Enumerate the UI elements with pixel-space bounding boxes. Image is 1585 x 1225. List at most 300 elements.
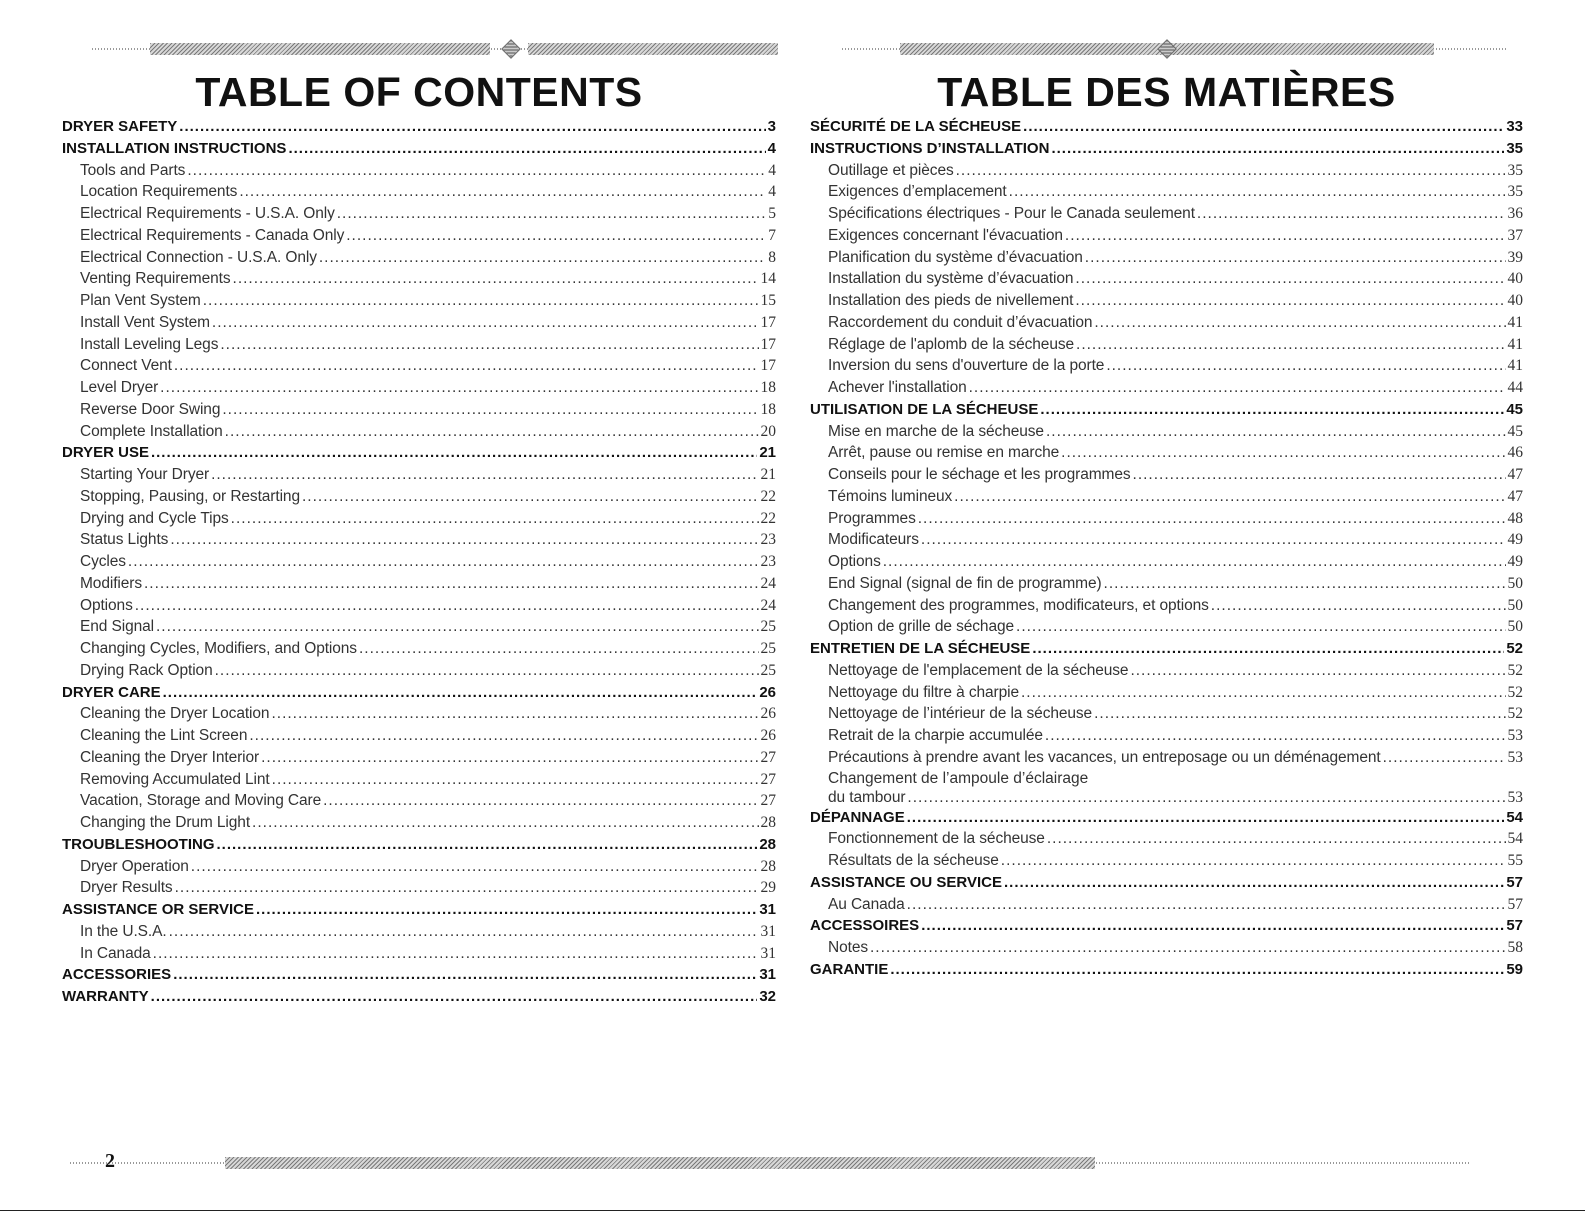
toc-entry-label: Tools and Parts bbox=[80, 161, 186, 179]
toc-entry-label: Install Leveling Legs bbox=[80, 335, 219, 353]
dot-leader bbox=[239, 181, 766, 203]
dot-leader bbox=[156, 616, 759, 638]
dot-leader bbox=[151, 986, 758, 1008]
dot-leader bbox=[169, 921, 759, 943]
dot-leader bbox=[1383, 747, 1506, 769]
dot-leader bbox=[174, 355, 759, 377]
dot-leader bbox=[907, 894, 1506, 916]
dot-leader bbox=[252, 812, 758, 834]
dot-leader bbox=[1009, 181, 1506, 203]
toc-section-entry[interactable] bbox=[62, 964, 776, 986]
toc-section-entry[interactable] bbox=[62, 899, 776, 921]
dot-leader bbox=[191, 856, 759, 878]
dot-leader bbox=[1133, 464, 1506, 486]
toc-page-number: 25 bbox=[760, 661, 776, 679]
toc-entry-label: Arrêt, pause ou remise en marche bbox=[828, 444, 1060, 462]
footer-ornament bbox=[70, 1156, 1470, 1170]
toc-page-number: 50 bbox=[1507, 618, 1523, 636]
dot-leader bbox=[1211, 595, 1506, 617]
dot-leader bbox=[222, 399, 758, 421]
toc-subentry[interactable] bbox=[62, 290, 776, 312]
toc-subentry[interactable] bbox=[62, 551, 776, 573]
toc-page-number: 14 bbox=[760, 270, 776, 288]
toc-entry-label: Exigences d’emplacement bbox=[828, 183, 1007, 201]
toc-subentry[interactable] bbox=[810, 747, 1523, 769]
dot-leader bbox=[1016, 616, 1505, 638]
toc-subentry[interactable] bbox=[810, 421, 1523, 443]
toc-entry-label: Status Lights bbox=[80, 531, 169, 549]
toc-english bbox=[62, 68, 776, 1008]
toc-entry-label: Fonctionnement de la sécheuse bbox=[828, 830, 1045, 848]
dot-leader bbox=[1076, 334, 1505, 356]
toc-page-number: 8 bbox=[768, 248, 776, 266]
toc-entry-label: Drying Rack Option bbox=[80, 661, 213, 679]
toc-entry-label: Connect Vent bbox=[80, 357, 172, 375]
toc-page-number: 3 bbox=[767, 118, 776, 135]
toc-section-entry[interactable] bbox=[810, 399, 1523, 421]
toc-page-number: 28 bbox=[760, 814, 776, 831]
toc-page-number: 41 bbox=[1507, 313, 1523, 331]
toc-entry-label: Cycles bbox=[80, 553, 126, 570]
dot-leader bbox=[135, 595, 759, 617]
dot-leader bbox=[231, 508, 759, 530]
dot-leader bbox=[921, 915, 1504, 937]
toc-page-number: 33 bbox=[1506, 118, 1523, 135]
toc-entry-label: Nettoyage du filtre à charpie bbox=[828, 683, 1019, 701]
toc-page-number: 28 bbox=[760, 857, 776, 875]
toc-page-number: 21 bbox=[759, 444, 776, 462]
dot-leader bbox=[969, 377, 1506, 399]
toc-section-entry[interactable] bbox=[62, 834, 776, 856]
toc-subentry[interactable] bbox=[62, 790, 776, 812]
dot-leader bbox=[128, 551, 759, 573]
toc-page-number: 4 bbox=[768, 183, 776, 201]
toc-subentry[interactable] bbox=[810, 225, 1523, 247]
toc-entry-label: WARRANTY bbox=[62, 988, 149, 1005]
dot-leader bbox=[249, 725, 758, 747]
toc-subentry[interactable] bbox=[62, 203, 776, 225]
toc-entry-label: Complete Installation bbox=[80, 422, 223, 440]
toc-subentry[interactable] bbox=[810, 377, 1523, 399]
toc-page-number: 24 bbox=[760, 596, 776, 614]
dot-leader bbox=[1040, 399, 1504, 421]
toc-page-number: 53 bbox=[1507, 788, 1523, 806]
toc-subentry[interactable] bbox=[62, 529, 776, 551]
toc-entry-label: Level Dryer bbox=[80, 379, 159, 396]
dot-leader bbox=[1051, 138, 1504, 160]
dot-leader bbox=[1004, 872, 1504, 894]
dot-leader bbox=[1065, 225, 1506, 247]
dot-leader bbox=[271, 703, 758, 725]
page-title-english: TABLE OF CONTENTS bbox=[195, 69, 643, 115]
toc-subentry[interactable] bbox=[62, 595, 776, 617]
toc-page-number: 17 bbox=[760, 313, 776, 331]
toc-subentry[interactable] bbox=[62, 421, 776, 443]
toc-subentry[interactable] bbox=[62, 334, 776, 356]
dot-leader bbox=[337, 203, 767, 225]
toc-entry-label: Cleaning the Dryer Interior bbox=[80, 748, 260, 766]
toc-subentry[interactable] bbox=[62, 464, 776, 486]
toc-entry-label: ASSISTANCE OU SERVICE bbox=[810, 873, 1002, 891]
toc-page-number: 52 bbox=[1506, 640, 1523, 657]
toc-subentry[interactable] bbox=[62, 921, 776, 943]
toc-entry-label: Install Vent System bbox=[80, 313, 210, 331]
toc-page-number: 31 bbox=[760, 944, 776, 962]
toc-page-number: 36 bbox=[1507, 205, 1523, 222]
toc-entry-label: Modifiers bbox=[80, 574, 142, 592]
dot-leader bbox=[346, 225, 766, 247]
toc-entry-label: Electrical Requirements - Canada Only bbox=[80, 226, 345, 244]
toc-subentry[interactable] bbox=[62, 703, 776, 725]
toc-subentry[interactable] bbox=[62, 616, 776, 638]
toc-entry-label: Mise en marche de la sécheuse bbox=[828, 422, 1044, 440]
toc-page-number: 57 bbox=[1506, 917, 1523, 935]
toc-entry-label: Modificateurs bbox=[828, 531, 919, 549]
dot-leader bbox=[956, 160, 1506, 182]
toc-page-number: 4 bbox=[767, 139, 776, 157]
toc-entry-label: In the U.S.A. bbox=[80, 922, 167, 940]
dot-leader bbox=[1023, 116, 1504, 138]
toc-entry-label: Options bbox=[80, 596, 133, 614]
toc-entry-label: Nettoyage de l'emplacement de la sécheuse bbox=[828, 661, 1129, 679]
toc-page-number: 32 bbox=[759, 988, 776, 1005]
toc-page-number: 53 bbox=[1507, 727, 1523, 744]
toc-entry-label: Electrical Connection - U.S.A. Only bbox=[80, 248, 317, 266]
toc-subentry[interactable] bbox=[62, 660, 776, 682]
dot-leader bbox=[1001, 850, 1506, 872]
dot-leader bbox=[261, 747, 758, 769]
toc-subentry[interactable] bbox=[62, 247, 776, 269]
toc-page-number: 52 bbox=[1507, 683, 1523, 701]
toc-subentry[interactable] bbox=[810, 508, 1523, 530]
toc-entry-label: Option de grille de séchage bbox=[828, 618, 1015, 636]
dot-leader bbox=[153, 943, 759, 965]
toc-subentry[interactable] bbox=[62, 225, 776, 247]
toc-page-number: 49 bbox=[1507, 553, 1523, 570]
toc-page-number: 4 bbox=[768, 161, 776, 179]
toc-subentry[interactable] bbox=[62, 355, 776, 377]
dot-leader bbox=[144, 573, 759, 595]
toc-page-number: 25 bbox=[760, 640, 776, 657]
toc-section-entry[interactable] bbox=[62, 116, 776, 138]
dot-leader bbox=[907, 788, 1505, 807]
toc-entry-label: UTILISATION DE LA SÉCHEUSE bbox=[810, 400, 1039, 418]
toc-subentry[interactable] bbox=[62, 377, 776, 399]
toc-page-number: 47 bbox=[1507, 487, 1523, 505]
toc-entry-label: Installation des pieds de nivellement bbox=[828, 292, 1074, 309]
toc-entry-label: GARANTIE bbox=[810, 960, 889, 978]
toc-page-number: 44 bbox=[1507, 379, 1523, 396]
toc-page-number: 24 bbox=[760, 574, 776, 592]
toc-subentry[interactable] bbox=[810, 464, 1523, 486]
toc-subentry[interactable] bbox=[810, 595, 1523, 617]
dot-leader bbox=[1061, 442, 1505, 464]
toc-subentry[interactable] bbox=[810, 268, 1523, 290]
toc-page-number: 17 bbox=[760, 335, 776, 353]
header-ornament-right bbox=[842, 42, 1507, 56]
toc-page-number: 28 bbox=[759, 835, 776, 853]
toc-subentry[interactable] bbox=[62, 769, 776, 791]
toc-page-number: 35 bbox=[1507, 161, 1523, 179]
toc-subentry[interactable] bbox=[810, 312, 1523, 334]
dot-leader bbox=[1130, 660, 1505, 682]
toc-entry-label-continued: du tambour bbox=[828, 788, 906, 806]
dot-leader bbox=[954, 486, 1505, 508]
toc-subentry[interactable] bbox=[810, 937, 1523, 959]
toc-page-number: 29 bbox=[760, 879, 776, 897]
dot-leader bbox=[173, 964, 757, 986]
toc-entry-label: Venting Requirements bbox=[80, 270, 231, 288]
toc-entry-label: Changement des programmes, modificateurs, et options bbox=[828, 596, 1209, 614]
toc-subentry[interactable] bbox=[810, 334, 1523, 356]
toc-entry-label: Notes bbox=[828, 939, 868, 956]
toc-subentry[interactable] bbox=[62, 725, 776, 747]
toc-section-entry[interactable] bbox=[62, 682, 776, 704]
toc-subentry[interactable] bbox=[62, 268, 776, 290]
toc-section-entry[interactable] bbox=[810, 807, 1523, 829]
toc-entry-label: Raccordement du conduit d’évacuation bbox=[828, 313, 1093, 331]
toc-entry-label: Réglage de l'aplomb de la sécheuse bbox=[828, 335, 1075, 353]
dot-leader bbox=[151, 442, 757, 464]
toc-entry-label: DRYER CARE bbox=[62, 683, 161, 701]
toc-subentry[interactable] bbox=[810, 160, 1523, 182]
toc-page-number: 45 bbox=[1506, 400, 1523, 418]
toc-subentry[interactable] bbox=[62, 508, 776, 530]
toc-entry-label: Au Canada bbox=[828, 895, 905, 913]
dot-leader bbox=[1106, 355, 1505, 377]
toc-subentry[interactable] bbox=[62, 160, 776, 182]
toc-subentry[interactable] bbox=[810, 290, 1523, 312]
toc-page-number: 7 bbox=[768, 226, 776, 244]
toc-subentry[interactable] bbox=[62, 181, 776, 203]
toc-page-number: 27 bbox=[760, 770, 776, 788]
toc-entry-label: Achever l'installation bbox=[828, 379, 967, 396]
toc-page-number: 23 bbox=[760, 531, 776, 549]
toc-subentry[interactable] bbox=[62, 812, 776, 834]
toc-subentry[interactable] bbox=[810, 616, 1523, 638]
dot-leader bbox=[203, 290, 759, 312]
toc-subentry[interactable] bbox=[62, 638, 776, 660]
dot-leader bbox=[907, 807, 1505, 829]
header-ornament-left bbox=[92, 42, 757, 56]
toc-entry-label: ENTRETIEN DE LA SÉCHEUSE bbox=[810, 640, 1031, 657]
toc-entry-label: End Signal (signal de fin de programme) bbox=[828, 574, 1102, 592]
toc-page-number: 22 bbox=[760, 509, 776, 527]
dot-leader bbox=[1045, 725, 1506, 747]
toc-page-number: 54 bbox=[1507, 830, 1523, 848]
toc-subentry[interactable] bbox=[810, 551, 1523, 573]
toc-page-number: 31 bbox=[760, 922, 776, 940]
toc-subentry[interactable] bbox=[810, 894, 1523, 916]
dot-leader bbox=[1085, 247, 1506, 269]
toc-entry-label: Résultats de la sécheuse bbox=[828, 852, 999, 869]
toc-page-number: 58 bbox=[1507, 939, 1523, 956]
toc-subentry[interactable] bbox=[62, 747, 776, 769]
dot-leader bbox=[272, 769, 759, 791]
toc-entry-label: DRYER USE bbox=[62, 444, 149, 462]
toc-page-number: 25 bbox=[760, 618, 776, 636]
toc-subentry[interactable] bbox=[810, 725, 1523, 747]
toc-subentry[interactable] bbox=[62, 399, 776, 421]
toc-subentry[interactable] bbox=[810, 660, 1523, 682]
toc-page-number: 26 bbox=[759, 683, 776, 701]
toc-page-number: 35 bbox=[1507, 183, 1523, 201]
dot-leader bbox=[1197, 203, 1506, 225]
toc-page-number: 41 bbox=[1507, 357, 1523, 375]
toc-page-number: 54 bbox=[1506, 808, 1523, 826]
toc-page-number: 49 bbox=[1507, 531, 1523, 549]
toc-page-number: 5 bbox=[768, 205, 776, 222]
toc-subentry[interactable] bbox=[62, 877, 776, 899]
toc-entry-label: Précautions à prendre avant les vacances, un entreposage ou un déménagement bbox=[828, 748, 1381, 766]
toc-subentry[interactable] bbox=[62, 312, 776, 334]
toc-page-number: 55 bbox=[1507, 852, 1523, 869]
dot-leader bbox=[215, 660, 759, 682]
toc-page-number: 59 bbox=[1506, 960, 1523, 978]
page-title-french: TABLE DES MATIÈRES bbox=[937, 69, 1396, 115]
toc-page-number: 40 bbox=[1507, 292, 1523, 309]
toc-entry-label: INSTRUCTIONS D’INSTALLATION bbox=[810, 139, 1050, 157]
toc-entry-label: Drying and Cycle Tips bbox=[80, 509, 229, 527]
toc-page-number: 27 bbox=[760, 748, 776, 766]
toc-section-entry[interactable] bbox=[810, 872, 1523, 894]
toc-section-entry[interactable] bbox=[810, 959, 1523, 981]
toc-section-entry[interactable] bbox=[810, 116, 1523, 138]
toc-entry-label: ACCESSOIRES bbox=[810, 917, 920, 935]
dot-leader bbox=[179, 116, 765, 138]
toc-entry-label: Plan Vent System bbox=[80, 292, 201, 309]
toc-entry-label: Installation du système d’évacuation bbox=[828, 270, 1074, 288]
dot-leader bbox=[1032, 638, 1504, 660]
toc-list-english bbox=[62, 116, 776, 1008]
toc-section-entry[interactable] bbox=[62, 986, 776, 1008]
toc-entry-label: In Canada bbox=[80, 944, 151, 962]
dot-leader bbox=[1047, 828, 1506, 850]
page-number: 2 bbox=[105, 1150, 115, 1172]
toc-entry-label: Changement de l’ampoule d’éclairage bbox=[828, 769, 1089, 787]
toc-subentry[interactable] bbox=[810, 703, 1523, 725]
toc-subentry[interactable] bbox=[810, 769, 1523, 807]
bottom-rule bbox=[0, 1210, 1585, 1211]
toc-page-number: 23 bbox=[760, 553, 776, 570]
toc-page-number: 50 bbox=[1507, 574, 1523, 592]
toc-subentry[interactable] bbox=[810, 181, 1523, 203]
dot-leader bbox=[160, 377, 758, 399]
toc-page-number: 18 bbox=[760, 400, 776, 418]
toc-entry-label: Reverse Door Swing bbox=[80, 400, 221, 418]
toc-section-entry[interactable] bbox=[810, 915, 1523, 937]
dot-leader bbox=[170, 529, 758, 551]
dot-leader bbox=[302, 486, 759, 508]
dot-leader bbox=[217, 834, 758, 856]
dot-leader bbox=[1094, 312, 1505, 334]
dot-leader bbox=[187, 160, 766, 182]
toc-page-number: 48 bbox=[1507, 509, 1523, 527]
toc-subentry[interactable] bbox=[810, 682, 1523, 704]
toc-entry-label: End Signal bbox=[80, 618, 154, 636]
toc-entry-label: DRYER SAFETY bbox=[62, 118, 178, 135]
toc-subentry[interactable] bbox=[62, 856, 776, 878]
toc-page-number: 47 bbox=[1507, 466, 1523, 483]
toc-section-entry[interactable] bbox=[810, 638, 1523, 660]
dot-leader bbox=[220, 334, 758, 356]
toc-page-number: 26 bbox=[760, 705, 776, 723]
toc-french bbox=[810, 68, 1523, 981]
dot-leader bbox=[1075, 290, 1505, 312]
toc-entry-label: Inversion du sens d'ouverture de la porte bbox=[828, 357, 1105, 375]
toc-entry-label: TROUBLESHOOTING bbox=[62, 835, 215, 853]
toc-page-number: 27 bbox=[760, 792, 776, 810]
toc-subentry[interactable] bbox=[810, 355, 1523, 377]
toc-page-number: 18 bbox=[760, 379, 776, 396]
dot-leader bbox=[1046, 421, 1506, 443]
toc-page-number: 50 bbox=[1507, 596, 1523, 614]
dot-leader bbox=[225, 421, 759, 443]
toc-section-entry[interactable] bbox=[810, 138, 1523, 160]
toc-page-number: 22 bbox=[760, 487, 776, 505]
toc-subentry[interactable] bbox=[810, 247, 1523, 269]
toc-entry-label: Dryer Operation bbox=[80, 857, 189, 875]
toc-page-number: 31 bbox=[759, 901, 776, 918]
toc-entry-label: ACCESSORIES bbox=[62, 966, 172, 984]
toc-entry-label: Outillage et pièces bbox=[828, 161, 954, 179]
toc-entry-label: Cleaning the Dryer Location bbox=[80, 705, 270, 723]
dot-leader bbox=[175, 877, 759, 899]
toc-subentry[interactable] bbox=[62, 486, 776, 508]
toc-page-number: 52 bbox=[1507, 661, 1523, 679]
toc-subentry[interactable] bbox=[62, 943, 776, 965]
dot-leader bbox=[1104, 573, 1506, 595]
toc-entry-label: Removing Accumulated Lint bbox=[80, 770, 270, 788]
toc-list-french bbox=[810, 116, 1523, 981]
toc-section-entry[interactable] bbox=[62, 442, 776, 464]
toc-subentry[interactable] bbox=[810, 850, 1523, 872]
dot-leader bbox=[319, 247, 766, 269]
toc-page-number: 15 bbox=[760, 292, 776, 309]
toc-subentry[interactable] bbox=[810, 529, 1523, 551]
toc-page-number: 41 bbox=[1507, 335, 1523, 353]
toc-page-number: 35 bbox=[1506, 139, 1523, 157]
toc-page-number: 20 bbox=[760, 422, 776, 440]
toc-subentry[interactable] bbox=[810, 573, 1523, 595]
dot-leader bbox=[212, 312, 759, 334]
toc-page-number: 52 bbox=[1507, 705, 1523, 723]
toc-page-number: 39 bbox=[1507, 248, 1523, 266]
dot-leader bbox=[1075, 268, 1505, 290]
dot-leader bbox=[323, 790, 758, 812]
toc-subentry[interactable] bbox=[62, 573, 776, 595]
toc-subentry[interactable] bbox=[810, 828, 1523, 850]
dot-leader bbox=[288, 138, 765, 160]
toc-subentry[interactable] bbox=[810, 442, 1523, 464]
toc-page-number: 26 bbox=[760, 727, 776, 744]
toc-page-number: 57 bbox=[1506, 873, 1523, 891]
toc-entry-label: Stopping, Pausing, or Restarting bbox=[80, 487, 300, 505]
dot-leader bbox=[359, 638, 759, 660]
toc-subentry[interactable] bbox=[810, 486, 1523, 508]
toc-entry-label: Location Requirements bbox=[80, 183, 238, 201]
dot-leader bbox=[921, 529, 1506, 551]
toc-page-number: 17 bbox=[760, 357, 776, 375]
toc-section-entry[interactable] bbox=[62, 138, 776, 160]
toc-entry-label: Témoins lumineux bbox=[828, 487, 953, 505]
toc-entry-label: Changing the Drum Light bbox=[80, 814, 251, 831]
toc-entry-label: Planification du système d’évacuation bbox=[828, 248, 1083, 266]
dot-leader bbox=[883, 551, 1506, 573]
toc-subentry[interactable] bbox=[810, 203, 1523, 225]
dot-leader bbox=[870, 937, 1506, 959]
dot-leader bbox=[233, 268, 759, 290]
